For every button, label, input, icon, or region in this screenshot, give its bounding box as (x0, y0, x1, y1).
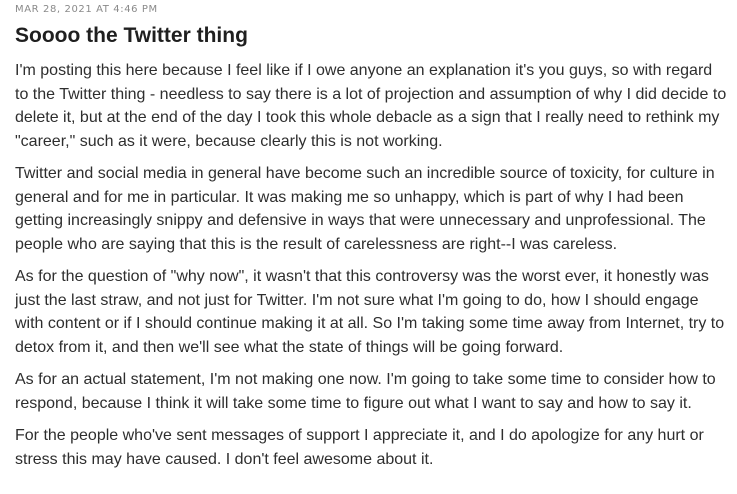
post-title: Soooo the Twitter thing (15, 24, 248, 47)
post-paragraph: For the people who've sent messages of support I appreciate it, and I do apologize for any hurt or stress this may have caused. I don't feel awesome about it. (15, 427, 704, 468)
post-paragraph: I'm posting this here because I feel like if I owe anyone an explanation it's you guys, so with regard to the Twitter thing - needless to say there is a lot of projection and assumption of why I did decide to delete it, but at the end of the day I took this whole debacle as a sign that I really need to rethink my "career," such as it were, because clearly this is not working. (15, 62, 727, 150)
post-paragraph: As for an actual statement, I'm not making one now. I'm going to take some time to consider how to respond, because I think it will take some time to figure out what I want to say and how to say it. (15, 371, 716, 412)
post-timestamp: MAR 28, 2021 AT 4:46 PM (15, 4, 158, 15)
post-body (15, 59, 727, 471)
post-paragraph: Twitter and social media in general have become such an incredible source of toxicity, for culture in general and for me in particular. It was making me so unhappy, which is part of why I had been getting increasingly snippy and defensive in ways that were unnecessary and unprofessional. The people who are saying that this is the result of carelessness are right--I was careless. (15, 165, 715, 253)
post-paragraph: As for the question of "why now", it wasn't that this controversy was the worst ever, it honestly was just the last straw, and not just for Twitter. I'm not sure what I'm going to do, how I should engage with content or if I should continue making it at all. So I'm taking some time away from Internet, try to detox from it, and then we'll see what the state of things will be going forward. (15, 268, 725, 356)
blog-post (15, 0, 727, 480)
